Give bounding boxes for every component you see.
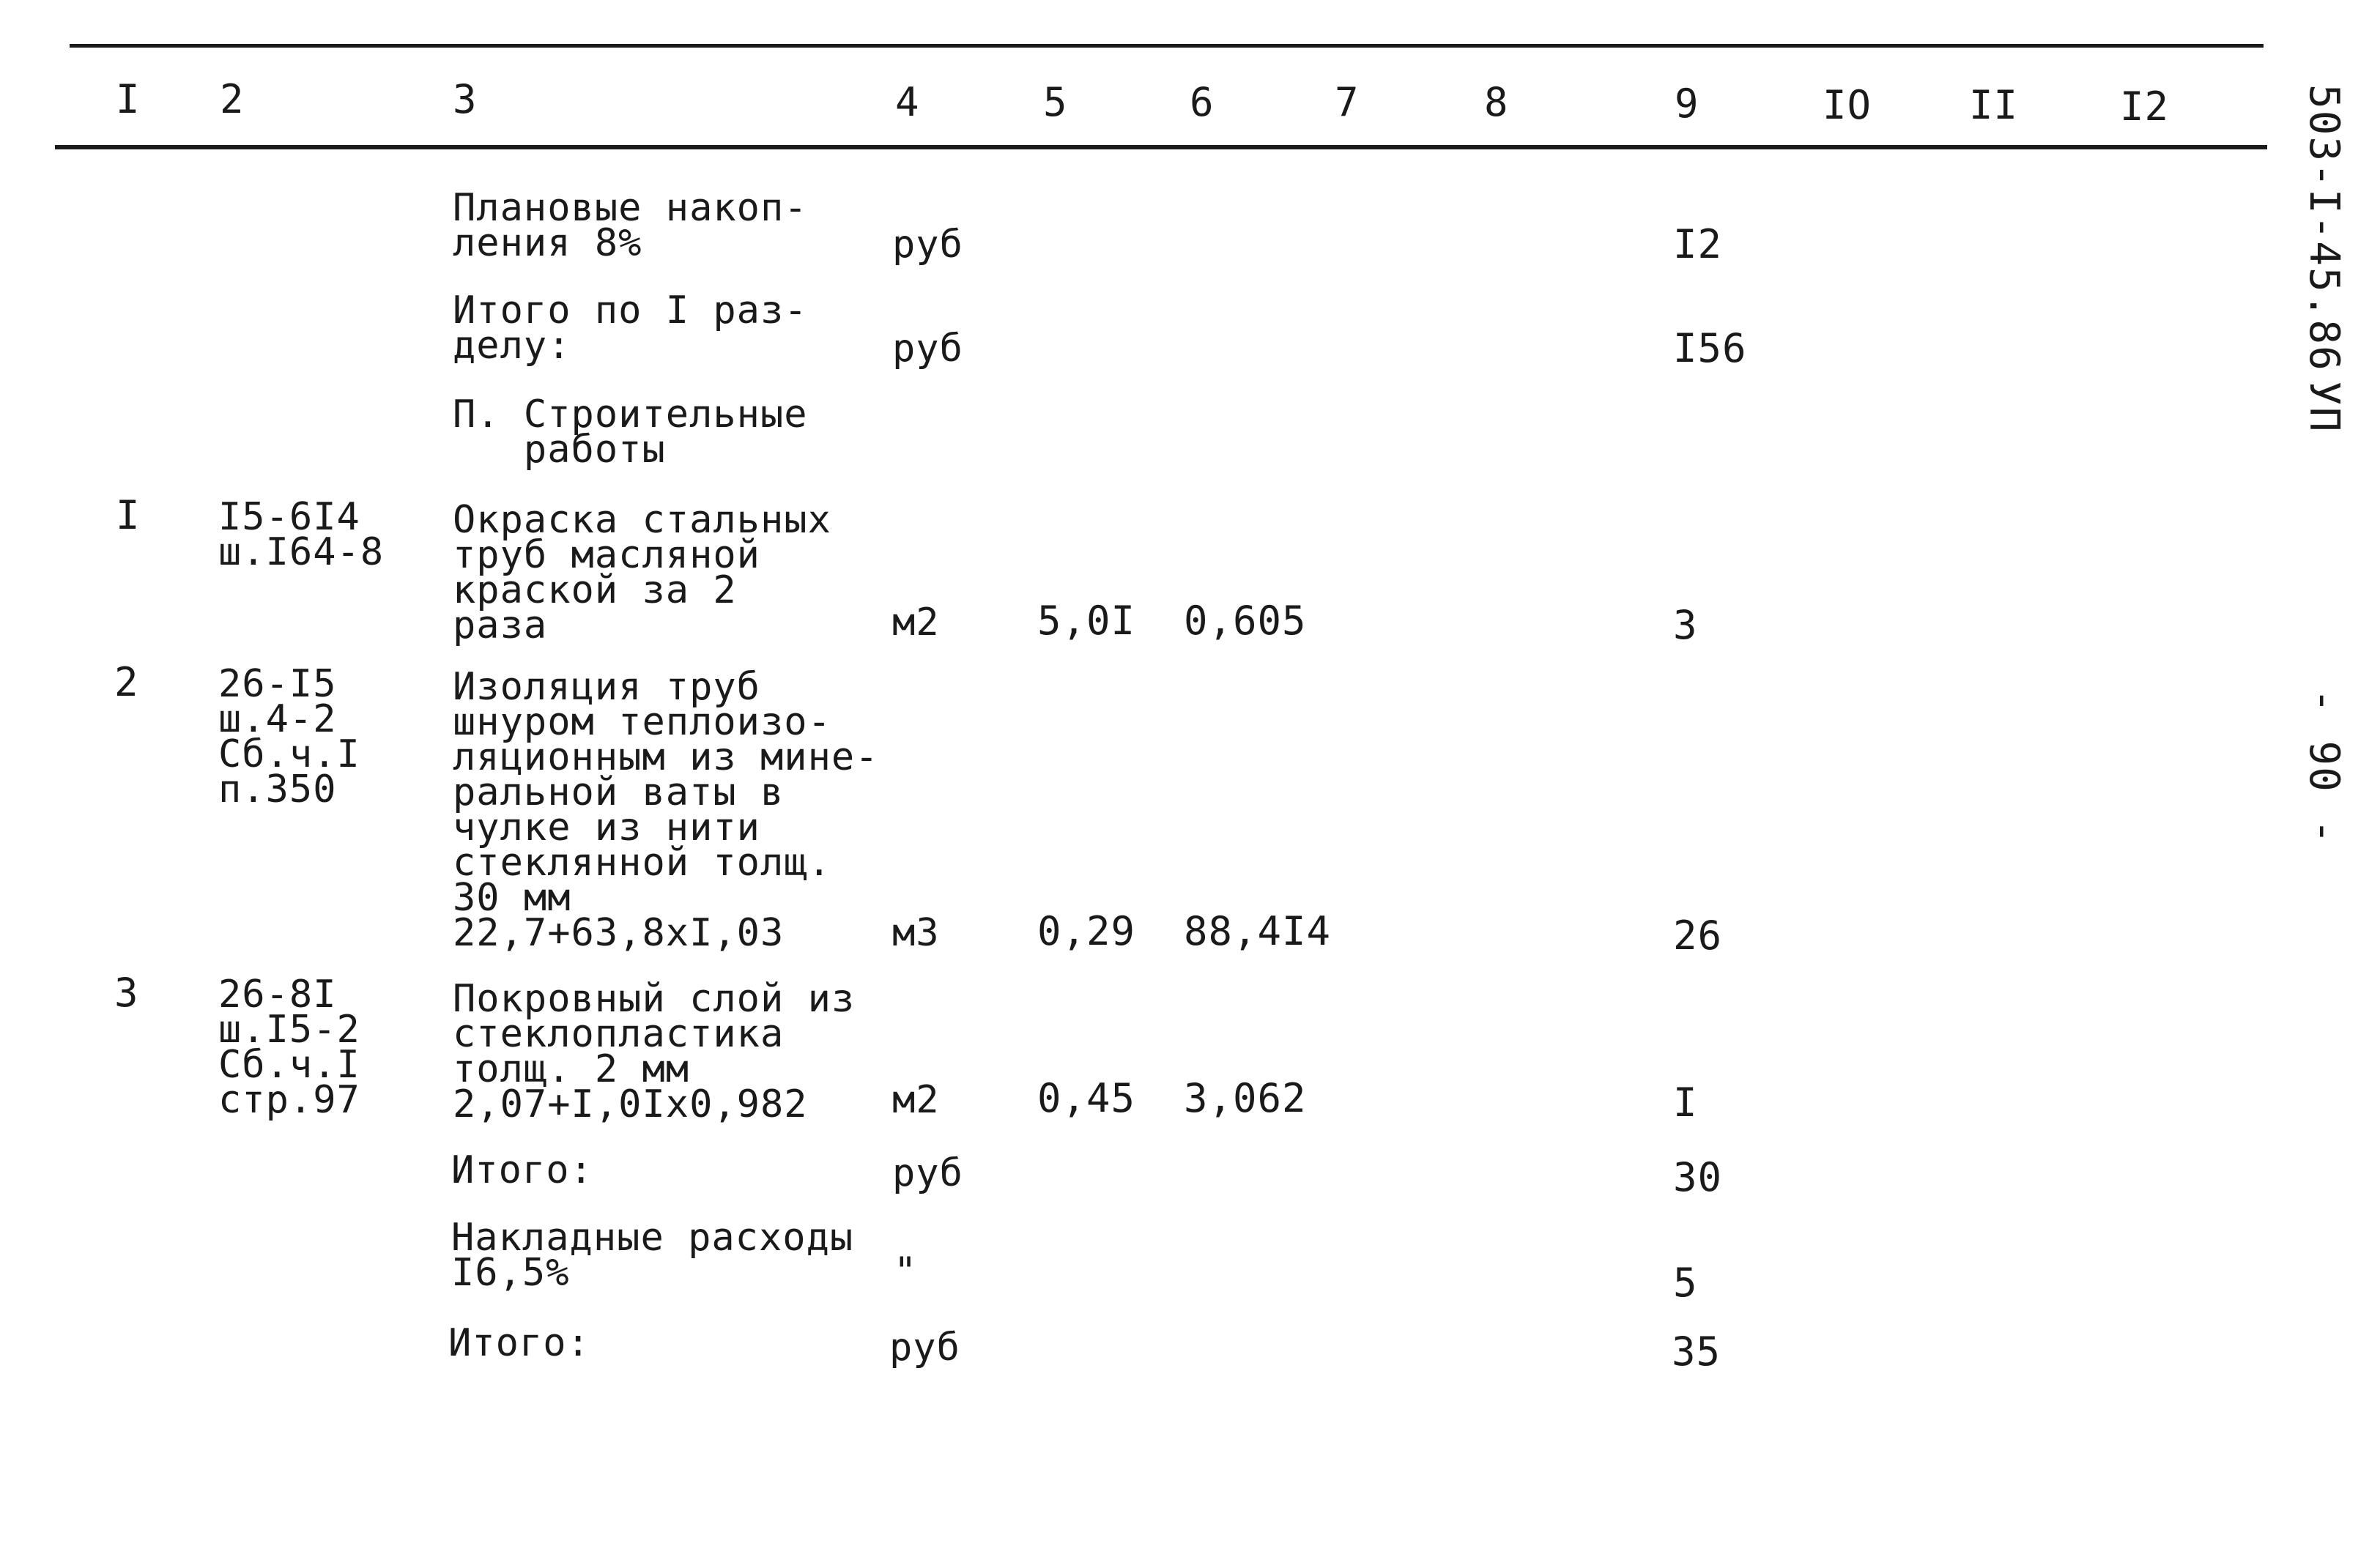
row-total: I56 bbox=[1673, 325, 1747, 371]
header-col-5: 5 bbox=[1043, 79, 1068, 125]
row-price: 88,4I4 bbox=[1184, 908, 1332, 954]
row-unit: руб bbox=[892, 1151, 963, 1195]
row-desc: Плановые накоп- ления 8% bbox=[453, 186, 808, 265]
row-total: I2 bbox=[1673, 221, 1723, 267]
page-number: - 90 - bbox=[2300, 688, 2348, 846]
row-reference: 26-8I ш.I5-2 Сб.ч.I стр.97 bbox=[218, 973, 360, 1122]
row-unit: м3 bbox=[892, 911, 940, 955]
row-price: 0,605 bbox=[1184, 598, 1307, 644]
document-code: 503-I-45.86 bbox=[2300, 84, 2348, 372]
row-unit: руб bbox=[892, 223, 963, 267]
row-quantity: 0,45 bbox=[1037, 1075, 1136, 1121]
row-unit: м2 bbox=[892, 1078, 940, 1122]
row-reference: I5-6I4 ш.I64-8 bbox=[218, 495, 385, 574]
header-col-9: 9 bbox=[1675, 81, 1699, 127]
header-col-12: I2 bbox=[2120, 83, 2170, 130]
header-col-8: 8 bbox=[1484, 79, 1509, 125]
row-unit: " bbox=[894, 1249, 918, 1293]
row-total: I bbox=[1673, 1080, 1698, 1126]
row-reference: 26-I5 ш.4-2 Сб.ч.I п.350 bbox=[218, 662, 360, 811]
header-rule bbox=[55, 145, 2267, 149]
row-total: 26 bbox=[1673, 913, 1723, 959]
row-desc: Покровный слой из стеклопластика толщ. 2 мм 2,07+I,0Iх0,982 bbox=[453, 977, 856, 1126]
row-unit: руб bbox=[889, 1326, 960, 1370]
top-rule bbox=[70, 44, 2264, 48]
row-unit: руб bbox=[892, 327, 963, 371]
header-col-6: 6 bbox=[1190, 79, 1215, 125]
section-mark: УП bbox=[2300, 381, 2348, 434]
header-col-10: IO bbox=[1823, 82, 1872, 128]
row-quantity: 0,29 bbox=[1037, 908, 1136, 954]
row-desc: Изоляция труб шнуром теплоизо- ляционным из мине- ральной ваты в чулке из нити стеклянной толщ. 30 мм 22,7+63,8хI,03 bbox=[453, 665, 879, 955]
row-number: I bbox=[116, 492, 141, 538]
row-total: 30 bbox=[1673, 1154, 1723, 1200]
row-desc: Накладные расходы I6,5% bbox=[451, 1216, 854, 1295]
header-col-7: 7 bbox=[1335, 79, 1360, 125]
row-desc: Итого: bbox=[448, 1321, 590, 1365]
row-number: 2 bbox=[114, 659, 139, 705]
row-number: 3 bbox=[114, 970, 139, 1016]
header-col-11: II bbox=[1969, 82, 2019, 128]
header-col-2: 2 bbox=[220, 76, 245, 122]
header-col-1: I bbox=[116, 76, 141, 122]
row-desc: Окраска стальных труб масляной краской за 2 раза bbox=[453, 498, 831, 647]
row-total: 5 bbox=[1673, 1260, 1698, 1306]
row-total: 35 bbox=[1672, 1329, 1721, 1375]
row-price: 3,062 bbox=[1184, 1075, 1307, 1121]
row-desc: Итого по I раз- делу: bbox=[453, 289, 808, 368]
row-desc: Итого: bbox=[451, 1148, 593, 1192]
section-title: П. Строительные работы bbox=[453, 393, 808, 472]
header-col-3: 3 bbox=[453, 76, 478, 122]
header-col-4: 4 bbox=[895, 79, 920, 125]
row-total: 3 bbox=[1673, 602, 1698, 648]
row-quantity: 5,0I bbox=[1037, 598, 1136, 644]
row-unit: м2 bbox=[892, 601, 940, 644]
